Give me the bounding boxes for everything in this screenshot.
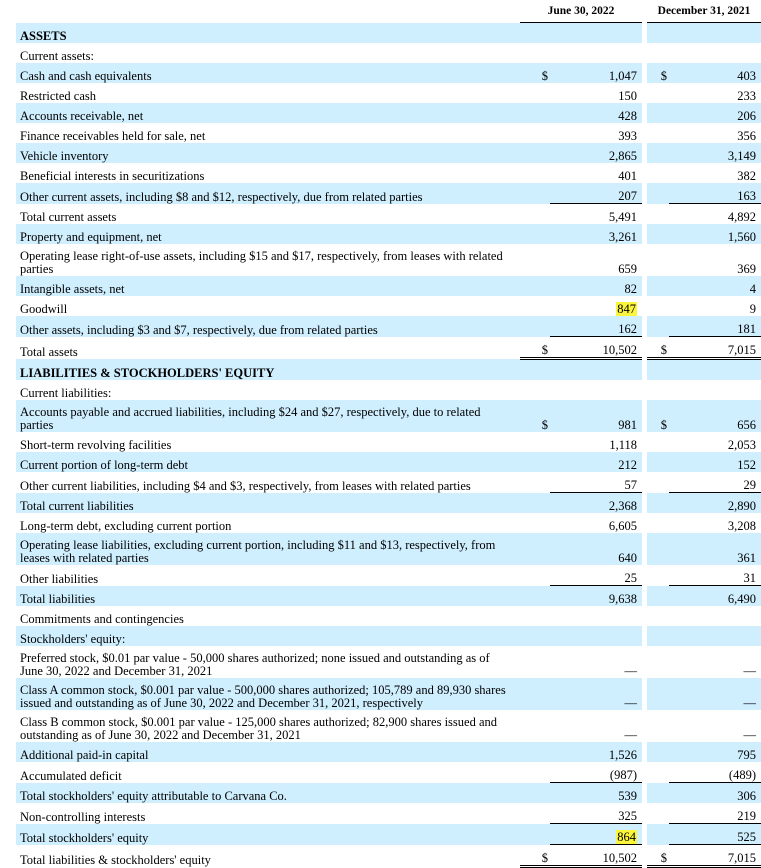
line-item-label: Total assets <box>20 344 78 359</box>
currency-symbol-june-2022 <box>520 678 550 710</box>
line-item-label: Preferred stock, $0.01 par value - 50,000 shares authorized; none issued and outstanding as of June 30, 2022 and December 31, 2021 <box>20 651 490 678</box>
currency-symbol-june-2022 <box>520 513 550 533</box>
line-item-row <box>16 606 761 626</box>
currency-symbol-december-2021 <box>647 123 669 143</box>
line-item-label: Accumulated deficit <box>20 768 122 783</box>
line-item-label: Operating lease liabilities, excluding current portion, including $11 and $13, respectively, from leases with related parties <box>16 533 520 565</box>
line-item-row <box>16 646 761 678</box>
amount-december-2021: 31 <box>669 565 761 586</box>
currency-symbol-december-2021 <box>647 83 669 103</box>
amount-december-2021: 7,015 <box>669 845 761 867</box>
amount-december-2021: 656 <box>669 400 761 432</box>
amount-december-2021: 9 <box>749 302 756 316</box>
line-item-row <box>16 742 761 762</box>
currency-symbol-june-2022 <box>520 183 550 204</box>
line-item-row <box>16 316 761 337</box>
line-item-row <box>16 204 761 225</box>
currency-symbol-june-2022 <box>520 606 550 626</box>
line-item-row <box>16 63 761 83</box>
amount-december-2021 <box>669 43 761 63</box>
amount-june-2022 <box>550 606 642 626</box>
line-item-label: Other liabilities <box>20 571 99 586</box>
currency-symbol-december-2021 <box>647 783 669 804</box>
currency-symbol-june-2022 <box>520 43 550 63</box>
amount-december-2021: 306 <box>669 783 761 804</box>
amount-december-2021 <box>669 626 761 646</box>
amount-june-2022: — <box>550 678 642 710</box>
amount-june-2022: 207 <box>550 183 642 204</box>
amount-june-2022: 640 <box>550 533 642 565</box>
currency-symbol-december-2021 <box>647 359 669 381</box>
line-item-label: Property and equipment, net <box>16 224 520 244</box>
currency-symbol-june-2022: $ <box>520 63 550 83</box>
amount-june-2022 <box>550 380 642 400</box>
currency-symbol-june-2022 <box>520 586 550 607</box>
amount-december-2021: 233 <box>737 89 756 103</box>
line-item-row <box>16 803 761 824</box>
currency-symbol-december-2021 <box>647 762 669 783</box>
currency-symbol-june-2022 <box>520 646 550 678</box>
amount-december-2021: 152 <box>669 452 761 472</box>
amount-june-2022: 57 <box>550 472 642 493</box>
currency-symbol-june-2022 <box>520 533 550 565</box>
currency-symbol-june-2022 <box>520 493 550 514</box>
amount-december-2021: 3,208 <box>727 519 756 533</box>
line-item-label: Short-term revolving facilities <box>20 438 172 452</box>
currency-symbol-december-2021 <box>647 472 669 493</box>
amount-june-2022: (987) <box>550 762 642 783</box>
currency-symbol-december-2021 <box>647 803 669 824</box>
line-item-label: Current liabilities: <box>20 386 112 400</box>
amount-june-2022: 25 <box>550 565 642 586</box>
currency-symbol-june-2022 <box>520 204 550 225</box>
column-header-row <box>16 0 761 23</box>
line-item-label: Total current assets <box>20 210 117 224</box>
line-item-label: Total stockholders' equity attributable to Carvana Co. <box>16 783 520 804</box>
currency-symbol-june-2022 <box>520 296 550 316</box>
currency-symbol-june-2022 <box>520 742 550 762</box>
amount-december-2021: 3,149 <box>669 143 761 163</box>
currency-symbol-december-2021: $ <box>647 400 669 432</box>
line-item-label: Accounts payable and accrued liabilities, including $24 and $27, respectively, due to related parties <box>16 400 520 432</box>
line-item-row <box>16 123 761 143</box>
amount-december-2021: 163 <box>669 183 761 204</box>
amount-december-2021: 7,015 <box>669 337 761 359</box>
line-item-row <box>16 762 761 783</box>
amount-december-2021: 4 <box>669 276 761 296</box>
amount-june-2022: 9,638 <box>550 586 642 607</box>
currency-symbol-december-2021 <box>647 626 669 646</box>
amount-december-2021 <box>669 359 761 381</box>
currency-symbol-june-2022 <box>520 783 550 804</box>
amount-december-2021: 6,490 <box>669 586 761 607</box>
amount-december-2021: — <box>743 728 756 742</box>
currency-symbol-june-2022 <box>520 565 550 586</box>
line-item-row <box>16 224 761 244</box>
currency-symbol-june-2022 <box>520 359 550 381</box>
amount-june-2022: 325 <box>550 803 642 824</box>
currency-symbol-june-2022 <box>520 276 550 296</box>
currency-symbol-december-2021 <box>647 586 669 607</box>
currency-symbol-december-2021 <box>647 742 669 762</box>
currency-symbol-june-2022 <box>520 244 550 276</box>
amount-june-2022: 162 <box>550 316 642 337</box>
amount-june-2022: 2,368 <box>550 493 642 514</box>
amount-june-2022: 6,605 <box>608 519 637 533</box>
currency-symbol-december-2021: $ <box>647 63 669 83</box>
line-item-label: LIABILITIES & STOCKHOLDERS' EQUITY <box>16 359 520 381</box>
line-item-label: Current assets: <box>20 49 94 63</box>
amount-june-2022: 3,261 <box>550 224 642 244</box>
amount-december-2021: 356 <box>737 129 756 143</box>
currency-symbol-december-2021 <box>647 183 669 204</box>
amount-june-2022: 393 <box>618 129 637 143</box>
currency-symbol-december-2021: $ <box>647 337 669 359</box>
currency-symbol-june-2022 <box>520 23 550 44</box>
amount-december-2021: 361 <box>669 533 761 565</box>
currency-symbol-december-2021 <box>647 244 669 276</box>
amount-june-2022: 2,865 <box>550 143 642 163</box>
line-item-row <box>16 710 761 742</box>
currency-symbol-june-2022 <box>520 824 550 845</box>
currency-symbol-december-2021 <box>647 380 669 400</box>
amount-december-2021: 219 <box>669 803 761 824</box>
currency-symbol-december-2021 <box>647 710 669 742</box>
line-item-label: ASSETS <box>16 23 520 44</box>
currency-symbol-december-2021 <box>647 276 669 296</box>
amount-december-2021: 4,892 <box>727 210 756 224</box>
currency-symbol-december-2021 <box>647 43 669 63</box>
line-item-label: Total current liabilities <box>16 493 520 514</box>
currency-symbol-december-2021 <box>647 565 669 586</box>
line-item-label: Other current liabilities, including $4 and $3, respectively, from leases with related parties <box>20 478 471 493</box>
line-item-label: Long-term debt, excluding current portion <box>20 519 232 533</box>
line-item-row <box>16 296 761 316</box>
column-header-december-2021: December 31, 2021 <box>647 0 761 23</box>
amount-june-2022 <box>550 296 642 316</box>
amount-june-2022: 401 <box>618 169 637 183</box>
line-item-label: Restricted cash <box>20 89 97 103</box>
amount-june-2022 <box>550 626 642 646</box>
currency-symbol-december-2021 <box>647 513 669 533</box>
line-item-label: Class A common stock, $0.001 par value - 500,000 shares authorized; 105,789 and 89,930 shares issued and outstanding as of June 30, 2022 and December 31, 2021, respectively <box>16 678 520 710</box>
amount-december-2021 <box>669 380 761 400</box>
amount-december-2021: 2,053 <box>727 438 756 452</box>
currency-symbol-june-2022 <box>520 710 550 742</box>
currency-symbol-june-2022: $ <box>520 400 550 432</box>
currency-symbol-june-2022 <box>520 83 550 103</box>
currency-symbol-june-2022 <box>520 452 550 472</box>
amount-december-2021: 206 <box>669 103 761 123</box>
currency-symbol-june-2022: $ <box>520 845 550 867</box>
line-item-row <box>16 103 761 123</box>
line-item-label: Goodwill <box>20 302 68 316</box>
currency-symbol-june-2022 <box>520 803 550 824</box>
line-item-label: Operating lease right-of-use assets, including $15 and $17, respectively, from leases with related parties <box>20 249 503 276</box>
amount-december-2021: 1,560 <box>669 224 761 244</box>
amount-december-2021: 29 <box>669 472 761 493</box>
currency-symbol-december-2021 <box>647 606 669 626</box>
line-item-row <box>16 43 761 63</box>
currency-symbol-december-2021 <box>647 452 669 472</box>
header-spacer <box>16 0 520 23</box>
amount-june-2022: 82 <box>550 276 642 296</box>
amount-june-2022: 659 <box>618 262 637 276</box>
currency-symbol-june-2022 <box>520 762 550 783</box>
line-item-row <box>16 626 761 646</box>
line-item-row <box>16 783 761 804</box>
currency-symbol-december-2021 <box>647 533 669 565</box>
line-item-row <box>16 678 761 710</box>
line-item-label: Stockholders' equity: <box>16 626 520 646</box>
line-item-row <box>16 565 761 586</box>
line-item-label: Total liabilities <box>16 586 520 607</box>
line-item-row <box>16 452 761 472</box>
amount-june-2022 <box>550 23 642 44</box>
line-item-label: Beneficial interests in securitizations <box>20 169 205 183</box>
currency-symbol-june-2022 <box>520 143 550 163</box>
amount-june-2022 <box>550 43 642 63</box>
line-item-row <box>16 586 761 607</box>
currency-symbol-december-2021 <box>647 432 669 452</box>
amount-june-2022: 981 <box>550 400 642 432</box>
line-item-row <box>16 845 761 867</box>
line-item-label: Accounts receivable, net <box>16 103 520 123</box>
line-item-row <box>16 337 761 359</box>
amount-june-2022 <box>550 359 642 381</box>
amount-june-2022: 10,502 <box>550 845 642 867</box>
currency-symbol-december-2021 <box>647 316 669 337</box>
currency-symbol-december-2021: $ <box>647 845 669 867</box>
line-item-row <box>16 824 761 845</box>
amount-june-2022: 539 <box>550 783 642 804</box>
line-item-row <box>16 380 761 400</box>
amount-june-2022: 1,526 <box>550 742 642 762</box>
currency-symbol-december-2021 <box>647 678 669 710</box>
balance-sheet-table <box>16 0 761 868</box>
amount-december-2021: 795 <box>669 742 761 762</box>
line-item-row <box>16 513 761 533</box>
line-item-row <box>16 432 761 452</box>
line-item-label: Current portion of long-term debt <box>16 452 520 472</box>
currency-symbol-june-2022 <box>520 432 550 452</box>
highlighted-value: 847 <box>617 302 636 316</box>
currency-symbol-december-2021 <box>647 143 669 163</box>
currency-symbol-december-2021 <box>647 646 669 678</box>
currency-symbol-december-2021 <box>647 493 669 514</box>
amount-december-2021: — <box>669 678 761 710</box>
line-item-row <box>16 472 761 493</box>
line-item-row <box>16 533 761 565</box>
amount-june-2022: 150 <box>618 89 637 103</box>
currency-symbol-june-2022 <box>520 123 550 143</box>
line-item-label: Commitments and contingencies <box>20 612 184 626</box>
currency-symbol-december-2021 <box>647 163 669 183</box>
currency-symbol-june-2022 <box>520 472 550 493</box>
line-item-row <box>16 244 761 276</box>
amount-december-2021: 403 <box>669 63 761 83</box>
amount-june-2022: 5,491 <box>608 210 637 224</box>
amount-june-2022 <box>550 824 642 845</box>
amount-june-2022: 1,047 <box>550 63 642 83</box>
amount-december-2021: 382 <box>737 169 756 183</box>
line-item-row <box>16 493 761 514</box>
amount-june-2022: 212 <box>550 452 642 472</box>
line-item-row <box>16 163 761 183</box>
line-item-row <box>16 400 761 432</box>
amount-december-2021: (489) <box>669 762 761 783</box>
line-item-label: Intangible assets, net <box>16 276 520 296</box>
amount-december-2021: 181 <box>669 316 761 337</box>
amount-december-2021: — <box>743 664 756 678</box>
currency-symbol-december-2021 <box>647 296 669 316</box>
line-item-label: Total stockholders' equity <box>16 824 520 845</box>
currency-symbol-december-2021 <box>647 103 669 123</box>
currency-symbol-june-2022: $ <box>520 337 550 359</box>
line-item-label: Non-controlling interests <box>20 809 146 824</box>
currency-symbol-december-2021 <box>647 204 669 225</box>
currency-symbol-december-2021 <box>647 23 669 44</box>
line-item-row <box>16 143 761 163</box>
amount-june-2022: — <box>624 728 637 742</box>
currency-symbol-june-2022 <box>520 103 550 123</box>
line-item-label: Other assets, including $3 and $7, respectively, due from related parties <box>16 316 520 337</box>
amount-june-2022: 1,118 <box>609 438 637 452</box>
currency-symbol-december-2021 <box>647 224 669 244</box>
currency-symbol-june-2022 <box>520 224 550 244</box>
line-item-row <box>16 83 761 103</box>
amount-december-2021: 525 <box>669 824 761 845</box>
line-item-label: Class B common stock, $0.001 par value - 125,000 shares authorized; 82,900 shares issued and outstanding as of June 30, 2022 and December 31, 2021 <box>20 715 497 742</box>
line-item-label: Additional paid-in capital <box>16 742 520 762</box>
currency-symbol-june-2022 <box>520 380 550 400</box>
section-heading-row <box>16 359 761 381</box>
amount-june-2022: — <box>624 664 637 678</box>
amount-december-2021 <box>669 23 761 44</box>
line-item-row <box>16 276 761 296</box>
currency-symbol-june-2022 <box>520 626 550 646</box>
column-header-june-2022: June 30, 2022 <box>520 0 642 23</box>
amount-december-2021: 2,890 <box>669 493 761 514</box>
currency-symbol-december-2021 <box>647 824 669 845</box>
line-item-row <box>16 183 761 204</box>
currency-symbol-june-2022 <box>520 163 550 183</box>
amount-june-2022: 10,502 <box>550 337 642 359</box>
line-item-label: Other current assets, including $8 and $12, respectively, due from related parties <box>16 183 520 204</box>
amount-december-2021: 369 <box>737 262 756 276</box>
section-heading-row <box>16 23 761 44</box>
line-item-label: Cash and cash equivalents <box>16 63 520 83</box>
amount-june-2022: 428 <box>550 103 642 123</box>
line-item-label: Finance receivables held for sale, net <box>20 129 206 143</box>
line-item-label: Total liabilities & stockholders' equity <box>20 852 211 867</box>
highlighted-value: 864 <box>617 830 636 844</box>
line-item-label: Vehicle inventory <box>16 143 520 163</box>
amount-december-2021 <box>669 606 761 626</box>
currency-symbol-june-2022 <box>520 316 550 337</box>
